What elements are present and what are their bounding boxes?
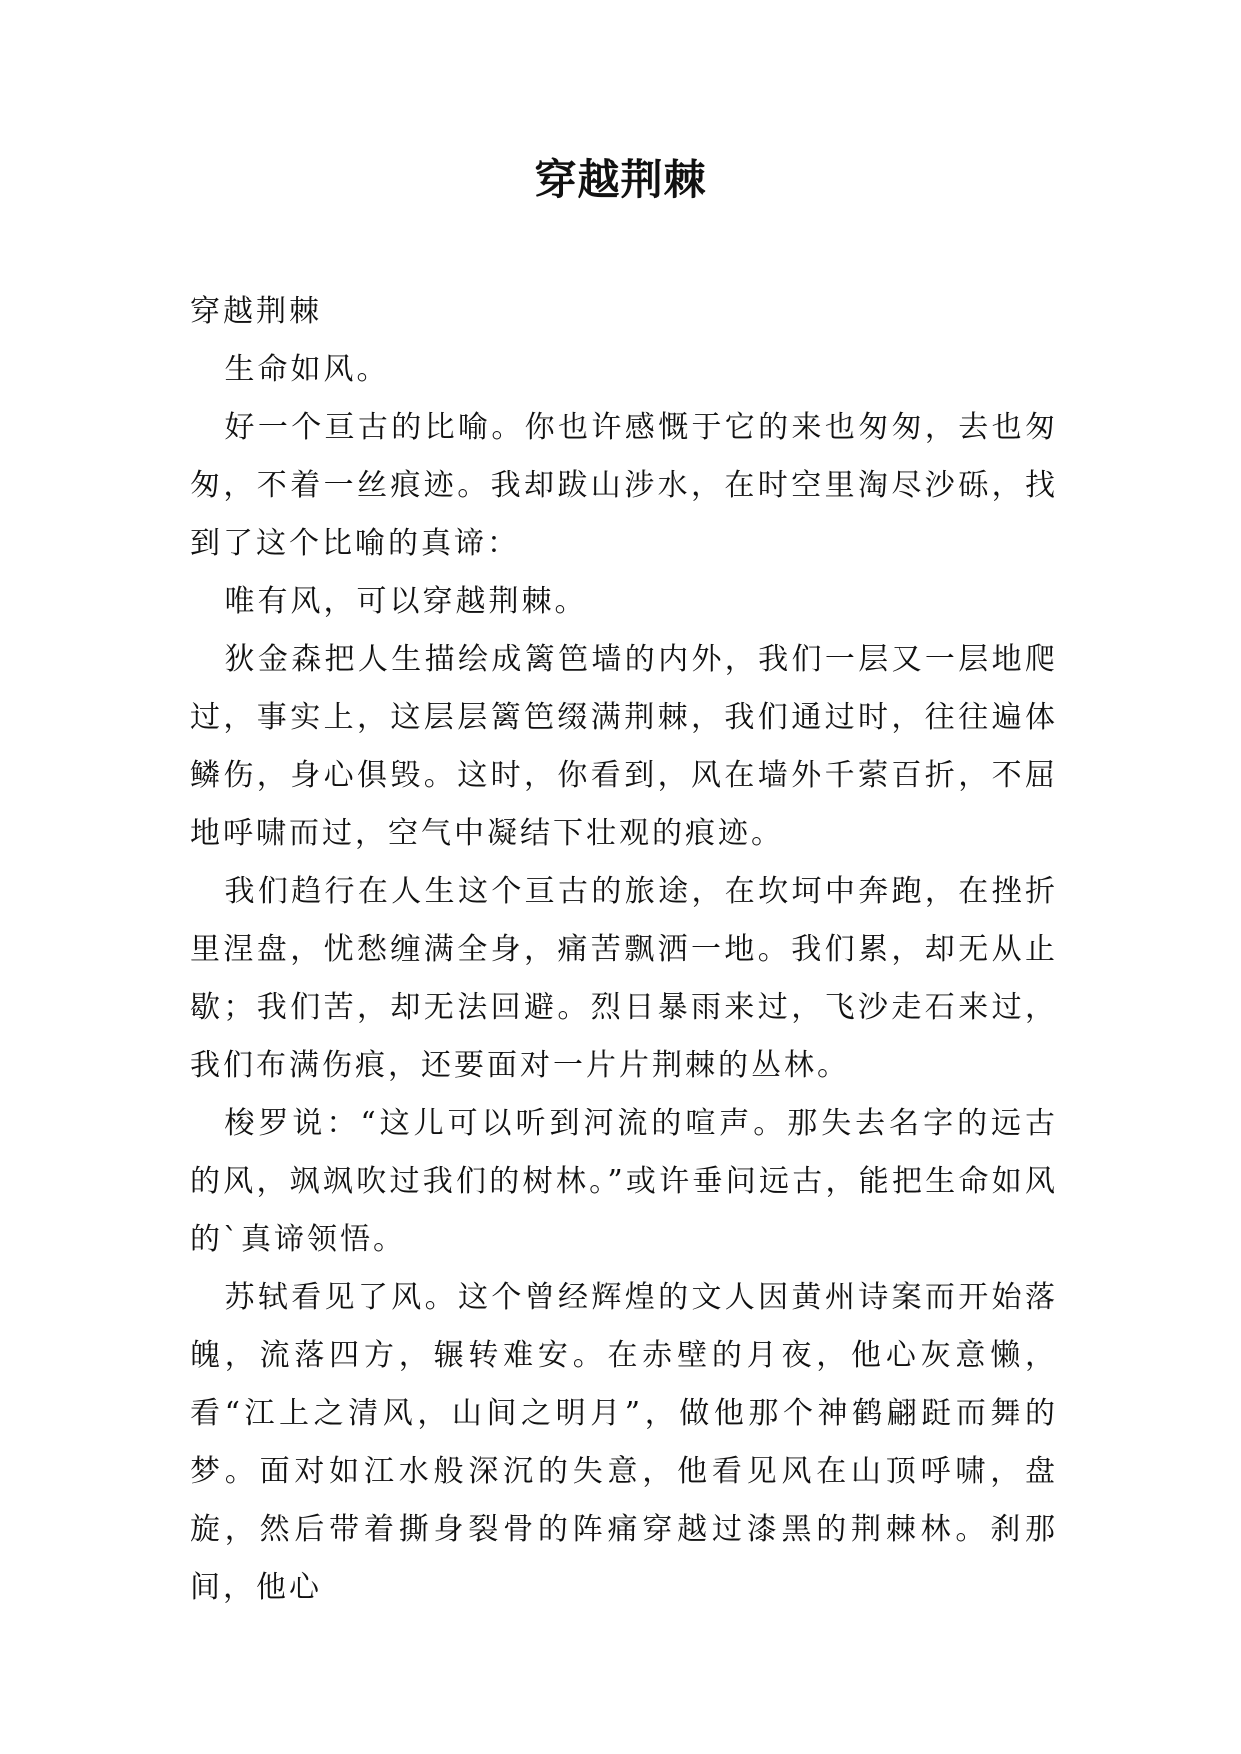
body-paragraph: 狄金森把人生描绘成篱笆墙的内外，我们一层又一层地爬过，事实上，这层层篱笆缀满荆棘，我们通过时，往往遍体鳞伤，身心俱毁。这时，你看到，风在墙外千萦百折，不屈地呼啸而过，空气中凝结下壮观的痕迹。 [190,642,1058,851]
body-paragraph: 梭罗说：“这儿可以听到河流的喧声。那失去名字的远古的风，飒飒吹过我们的树林。”或许垂问远古，能把生命如风的`真谛领悟。 [190,1106,1058,1257]
body-paragraph: 苏轼看见了风。这个曾经辉煌的文人因黄州诗案而开始落魄，流落四方，辗转难安。在赤壁的月夜，他心灰意懒，看“江上之清风，山间之明月”，做他那个神鹤翩跹而舞的梦。面对如江水般深沉的失意，他看见风在山顶呼啸，盘旋，然后带着撕身裂骨的阵痛穿越过漆黑的荆棘林。刹那间，他心 [190,1280,1058,1605]
body-paragraph: 生命如风。 [224,352,390,387]
body-paragraph: 好一个亘古的比喻。你也许感慨于它的来也匆匆，去也匆匆，不着一丝痕迹。我却跋山涉水，在时空里淘尽沙砾，找到了这个比喻的真谛： [190,410,1058,561]
body-paragraph-subtitle: 穿越荆棘 [190,294,322,329]
body-paragraph: 唯有风，可以穿越荆棘。 [224,584,588,619]
body-paragraph: 我们趋行在人生这个亘古的旅途，在坎坷中奔跑，在挫折里涅盘，忧愁缠满全身，痛苦飘洒一地。我们累，却无从止歇；我们苦，却无法回避。烈日暴雨来过，飞沙走石来过，我们布满伤痕，还要面对一片片荆棘的丛林。 [190,874,1058,1083]
document-body [190,283,1058,1617]
document-title: 穿越荆棘 [534,155,707,204]
